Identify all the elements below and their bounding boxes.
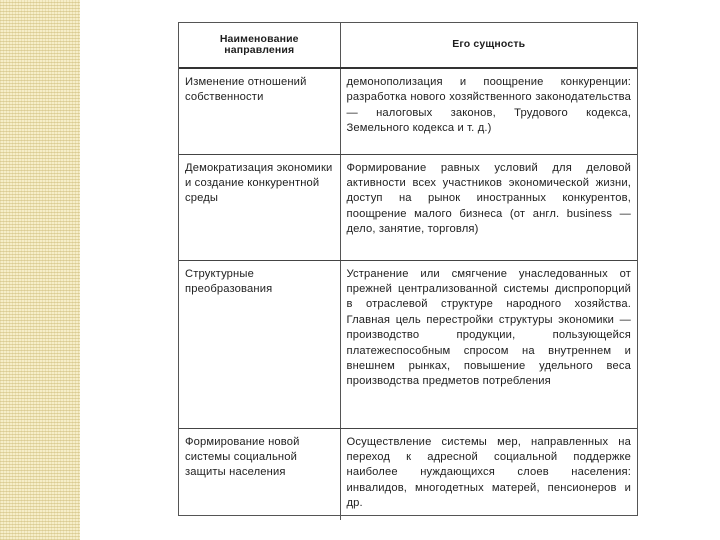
table-header-row: [179, 23, 637, 68]
reform-directions-table: [178, 22, 638, 516]
row-direction-cell: Формирование новой системы социальной защиты населения: [185, 435, 300, 479]
row-direction-cell: Демократизация экономики и создание конкурентной среды: [179, 154, 340, 260]
row-direction-cell: Изменение отношений собственности: [179, 68, 340, 154]
row-direction-cell: Структурные преобразования: [179, 260, 340, 428]
row-essence-cell: Формирование равных условий для деловой активности всех участников экономической жизни, доступ на рынок иностранных конкурентов, поощрение малого бизнеса (от англ. business — дело, занятие, торговля): [340, 154, 637, 260]
table-row: [179, 68, 637, 154]
row-essence-cell: Осуществление системы мер, направленных на переход к адресной социальной поддержке наиболее нуждающихся слоев населения: инвалидов, многодетных матерей, пенсионеров и др.: [340, 428, 637, 520]
table-row: [179, 260, 637, 428]
row-essence-cell: демонополизация и поощрение конкуренции: разработка нового хозяйственного законодательства — налоговых законов, Трудового кодекса, Земельного кодекса и т. д.): [340, 68, 637, 154]
decorative-side-strip: [0, 0, 80, 540]
header-direction: Наименование направления: [179, 23, 340, 68]
row-essence-cell: Устранение или смягчение унаследованных от прежней централизованной системы диспропорций в отраслевой структуре народного хозяйства. Главная цель перестройки структуры экономики — производство продукции, пользующейся платежеспособным спросом на внутреннем и внешнем рынках, повышение удельного веса производства предметов потребления: [340, 260, 637, 428]
table-row: [179, 428, 637, 520]
table-row: [179, 154, 637, 260]
header-essence: Его сущность: [340, 23, 637, 68]
